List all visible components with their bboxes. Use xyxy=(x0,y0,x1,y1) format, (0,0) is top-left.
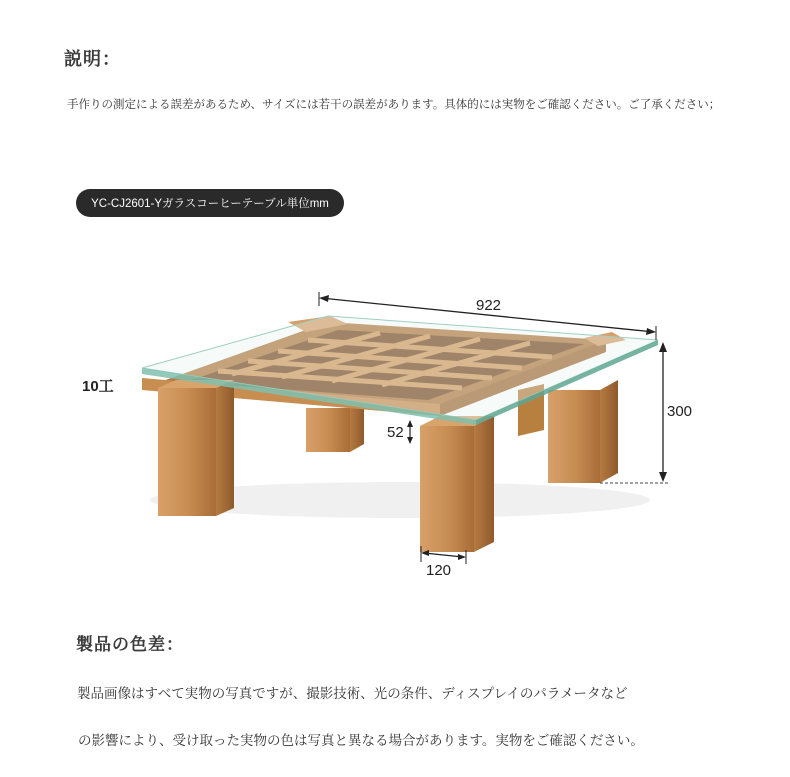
width-label: 922 xyxy=(476,297,502,314)
glass-thickness-label: 10工 xyxy=(82,378,114,395)
measurement-note: 手作りの測定による誤差があるため、サイズには若干の誤差があります。具体的には実物をご確認ください。ご了承ください； xyxy=(67,97,721,111)
table-leg-front-right xyxy=(420,416,494,552)
height-label: 300 xyxy=(667,403,693,420)
table-leg-back-right xyxy=(548,380,618,483)
table-leg-front-left xyxy=(158,380,234,516)
color-note-line-2: の影響により、受け取った実物の色は写真と異なる場合があります。実物をご確認ください。 xyxy=(78,733,644,749)
leg-gap-label: 52 xyxy=(387,424,404,441)
coffee-table-illustration xyxy=(0,240,790,610)
model-label-badge: YC-CJ2601-Yガラスコーヒーテーブル単位mm xyxy=(76,189,344,217)
description-heading: 説明： xyxy=(64,49,121,70)
color-note-line-1: 製品画像はすべて実物の写真ですが、撮影技術、光の条件、ディスプレイのパラメータなど xyxy=(77,686,628,702)
leg-width-label: 120 xyxy=(426,562,452,579)
color-difference-heading: 製品の色差： xyxy=(76,635,184,655)
leg-gap-dimension xyxy=(407,420,413,444)
